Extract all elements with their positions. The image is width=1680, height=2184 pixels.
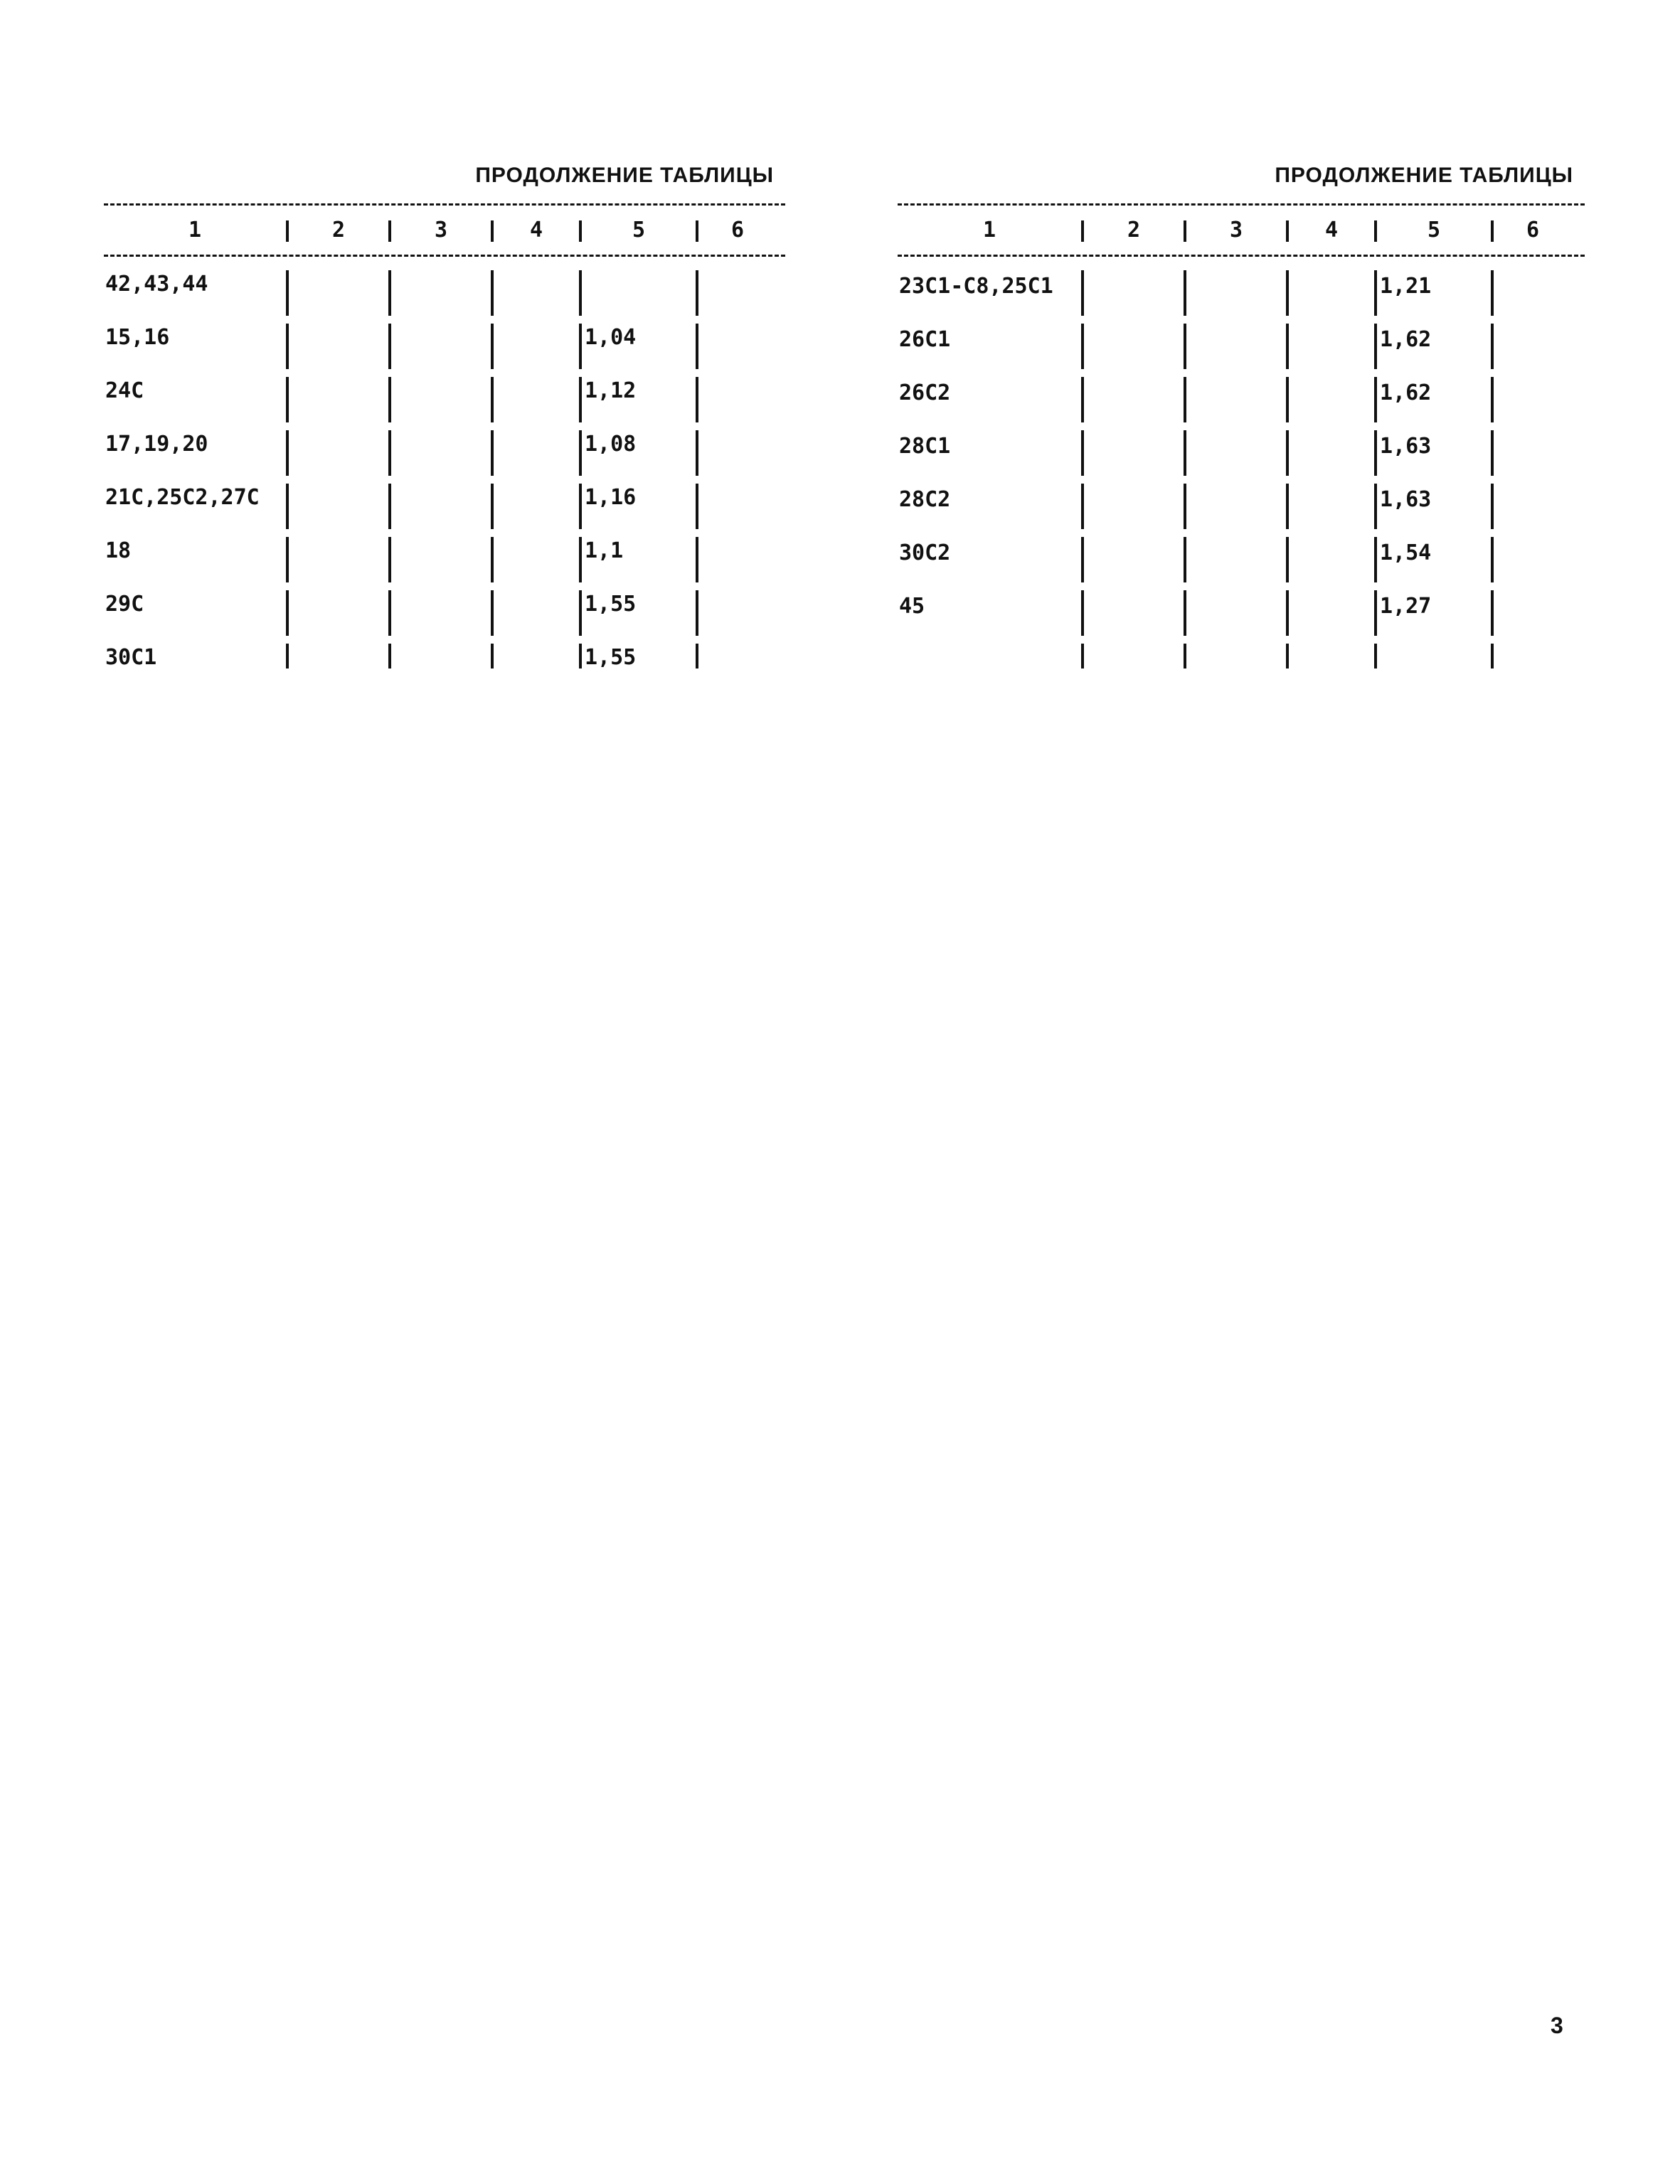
cell-col1: 28C1 [899, 434, 951, 459]
column-header-3: 3 [434, 218, 448, 243]
cell-col1: 30C1 [105, 645, 157, 670]
cell-col5: 1,62 [1380, 380, 1432, 405]
column-divider [1491, 220, 1494, 242]
column-divider [1374, 220, 1377, 242]
cell-col5: 1,63 [1380, 487, 1432, 512]
table-row [104, 587, 785, 622]
column-header-6: 6 [730, 218, 745, 243]
table-top-rule [104, 203, 785, 206]
table-top-rule [898, 203, 1585, 206]
cell-col1: 42,43,44 [105, 272, 208, 297]
column-divider [286, 220, 289, 242]
cell-col5: 1,62 [1380, 327, 1432, 352]
column-header-4: 4 [529, 218, 543, 243]
table-row [898, 536, 1585, 571]
column-divider [388, 220, 391, 242]
table-row [898, 589, 1585, 624]
table-row [898, 375, 1585, 411]
column-header-3: 3 [1229, 218, 1243, 243]
table-row [898, 482, 1585, 518]
cell-col5: 1,08 [585, 432, 637, 457]
column-divider [579, 220, 582, 242]
cell-col5: 1,27 [1380, 594, 1432, 619]
column-header-5: 5 [1427, 218, 1441, 243]
header-rule [104, 255, 785, 257]
table-row [898, 322, 1585, 358]
table-row [898, 269, 1585, 304]
cell-col1: 15,16 [105, 325, 170, 350]
table-row [104, 267, 785, 302]
cell-col1: 17,19,20 [105, 432, 208, 457]
column-divider [1184, 220, 1186, 242]
table-row [104, 533, 785, 569]
cell-col5: 1,04 [585, 325, 637, 350]
cell-col1: 21C,25C2,27C [105, 485, 260, 510]
cell-col5: 1,12 [585, 378, 637, 403]
cell-col5: 1,55 [585, 592, 637, 617]
cell-col1: 26C1 [899, 327, 951, 352]
cell-col5: 1,16 [585, 485, 637, 510]
column-header-6: 6 [1526, 218, 1540, 243]
table-row [104, 320, 785, 356]
cell-col5: 1,63 [1380, 434, 1432, 459]
column-header-4: 4 [1324, 218, 1339, 243]
header-rule [898, 255, 1585, 257]
table-caption: ПРОДОЛЖЕНИЕ ТАБЛИЦЫ [1275, 164, 1573, 187]
cell-col1: 28C2 [899, 487, 951, 512]
column-header-2: 2 [1127, 218, 1141, 243]
table-row [898, 429, 1585, 464]
table-caption: ПРОДОЛЖЕНИЕ ТАБЛИЦЫ [475, 164, 774, 187]
cell-col1: 24C [105, 378, 144, 403]
cell-col5: 1,55 [585, 645, 637, 670]
column-header-1: 1 [188, 218, 202, 243]
cell-col1: 18 [105, 538, 132, 563]
cell-col5: 1,21 [1380, 274, 1432, 299]
page-number: 3 [1551, 2013, 1563, 2038]
cell-col5: 1,1 [585, 538, 624, 563]
cell-col1: 23C1-C8,25C1 [899, 274, 1053, 299]
column-header-2: 2 [331, 218, 346, 243]
column-header-1: 1 [982, 218, 996, 243]
cell-col1: 45 [899, 594, 925, 619]
column-divider [696, 220, 698, 242]
column-divider [491, 220, 494, 242]
column-divider [1081, 220, 1084, 242]
cell-col1: 26C2 [899, 380, 951, 405]
cell-col5: 1,54 [1380, 540, 1432, 565]
table-row [104, 480, 785, 516]
table-row [104, 427, 785, 462]
column-header-5: 5 [632, 218, 646, 243]
column-divider [1286, 220, 1289, 242]
table-row [104, 640, 785, 676]
table-row [104, 373, 785, 409]
cell-col1: 29C [105, 592, 144, 617]
cell-col1: 30C2 [899, 540, 951, 565]
